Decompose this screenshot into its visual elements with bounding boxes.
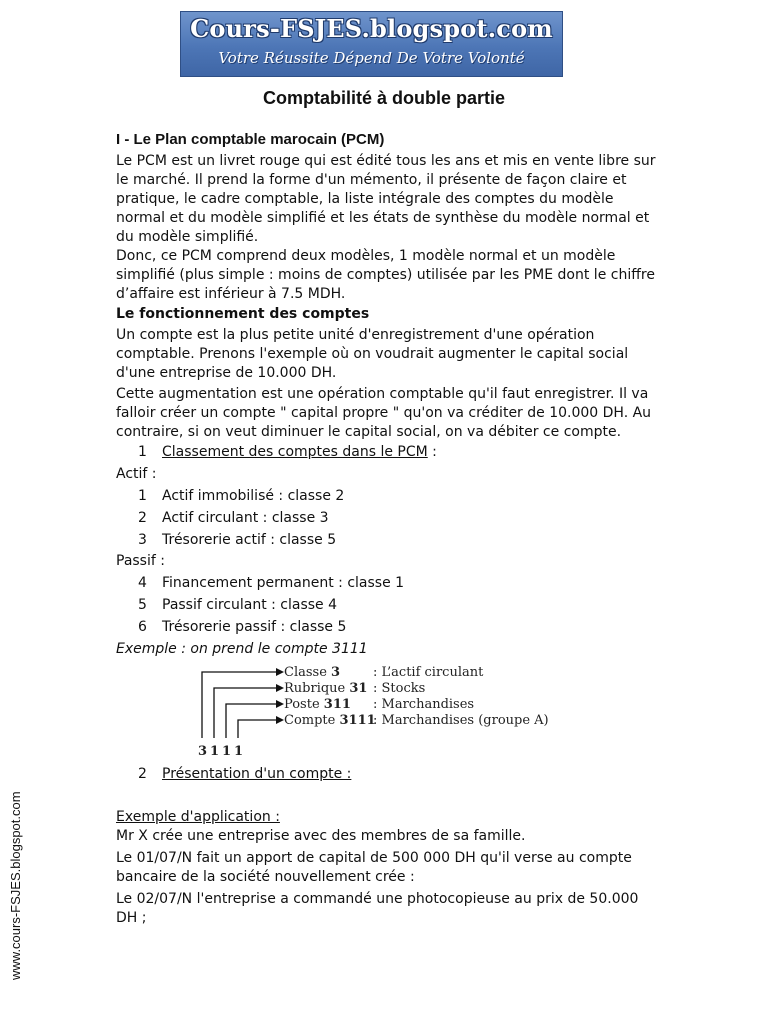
list-item: 5 Passif circulant : classe 4 (138, 597, 338, 613)
diagram-desc: : L’actif circulant (373, 665, 484, 680)
application-paragraph-apport: Le 01/07/N fait un apport de capital de 500 000 DH qu'il verse au compte bancaire de la société nouvellement crée : (116, 850, 632, 885)
list-item: 4 Financement permanent : classe 1 (138, 575, 405, 591)
arrow-head (276, 716, 284, 724)
diagram-connector (238, 720, 276, 738)
diagram-row: Classe 3 (284, 665, 341, 680)
heading-number: 1 (138, 444, 147, 460)
account-structure-diagram (190, 660, 550, 762)
section-title-fonctionnement: Le fonctionnement des comptes (116, 306, 370, 322)
diagram-row: Rubrique 31 (284, 681, 368, 696)
section-title-pcm: I - Le Plan comptable marocain (PCM) (116, 131, 385, 148)
sidebar-url: www.cours-FSJES.blogspot.com (8, 791, 23, 980)
paragraph-pcm-models: Donc, ce PCM comprend deux modèles, 1 modèle normal et un modèle simplifié (plus simple : moins de comptes) utilisée par les PME dont le chiffre d’affaire est inférieur à 7.5 MDH. (116, 248, 655, 302)
paragraph-augmentation: Cette augmentation est une opération comptable qu'il faut enregistrer. Il va falloir créer un compte " capital propre " qu'on va créditer de 10.000 DH. Au contraire, si on veut diminuer le capital social, on va débiter ce compte. (116, 386, 652, 440)
paragraph-compte-definition: Un compte est la plus petite unité d'enregistrement d'une opération comptable. Prenons l'exemple où on voudrait augmenter le capital social d'une entreprise de 10.000 DH. (116, 327, 629, 381)
paragraph-pcm-description: Le PCM est un livret rouge qui est édité tous les ans et mis en vente libre sur le marché. Il prend la forme d'un mémento, il présente de façon claire et pratique, le cadre comptable, la liste intégrale des comptes du modèle normal et du modèle simplifié et les états de synthèse du modèle normal et du modèle simplifié. (116, 153, 656, 245)
diagram-row: Compte 3111 (284, 713, 376, 728)
heading-presentation (138, 765, 351, 784)
heading-presentation-text: Présentation d'un compte : (162, 766, 352, 782)
page-title: Comptabilité à double partie (262, 88, 506, 108)
arrow-head (276, 700, 284, 708)
diagram-digit: 3 (198, 744, 208, 759)
diagram-digit: 1 (210, 744, 220, 759)
heading-classement (138, 443, 437, 462)
diagram-desc: : Stocks (373, 681, 426, 696)
heading-number: 2 (138, 766, 147, 782)
diagram-desc: : Marchandises (groupe A) (373, 713, 549, 728)
label-passif: Passif : (116, 553, 165, 569)
banner-title: Cours-FSJES.blogspot.com (190, 14, 553, 43)
heading-colon: : (427, 444, 437, 460)
diagram-connector (226, 704, 276, 738)
application-paragraph-photocopieuse: Le 02/07/N l'entreprise a commandé une photocopieuse au prix de 50.000 DH ; (116, 891, 639, 926)
diagram-connector (214, 688, 276, 738)
site-banner[interactable] (180, 11, 563, 77)
example-compte: Exemple : on prend le compte 3111 (116, 641, 368, 657)
list-item: 2 Actif circulant : classe 3 (138, 510, 329, 526)
application-line: Mr X crée une entreprise avec des membres de sa famille. (116, 828, 526, 844)
banner-slogan: Votre Réussite Dépend De Votre Volonté (218, 49, 525, 67)
diagram-digit: 1 (222, 744, 232, 759)
diagram-desc: : Marchandises (373, 697, 475, 712)
heading-application: Exemple d'application : (116, 809, 280, 825)
list-item: 1 Actif immobilisé : classe 2 (138, 488, 345, 504)
heading-classement-text: Classement des comptes dans le PCM (162, 444, 428, 460)
diagram-row: Poste 311 (284, 697, 351, 712)
arrow-head (276, 668, 284, 676)
diagram-connector (202, 672, 276, 738)
arrow-head (276, 684, 284, 692)
list-item: 6 Trésorerie passif : classe 5 (138, 619, 347, 635)
list-item: 3 Trésorerie actif : classe 5 (138, 532, 337, 548)
label-actif: Actif : (116, 466, 157, 482)
diagram-digit: 1 (234, 744, 244, 759)
